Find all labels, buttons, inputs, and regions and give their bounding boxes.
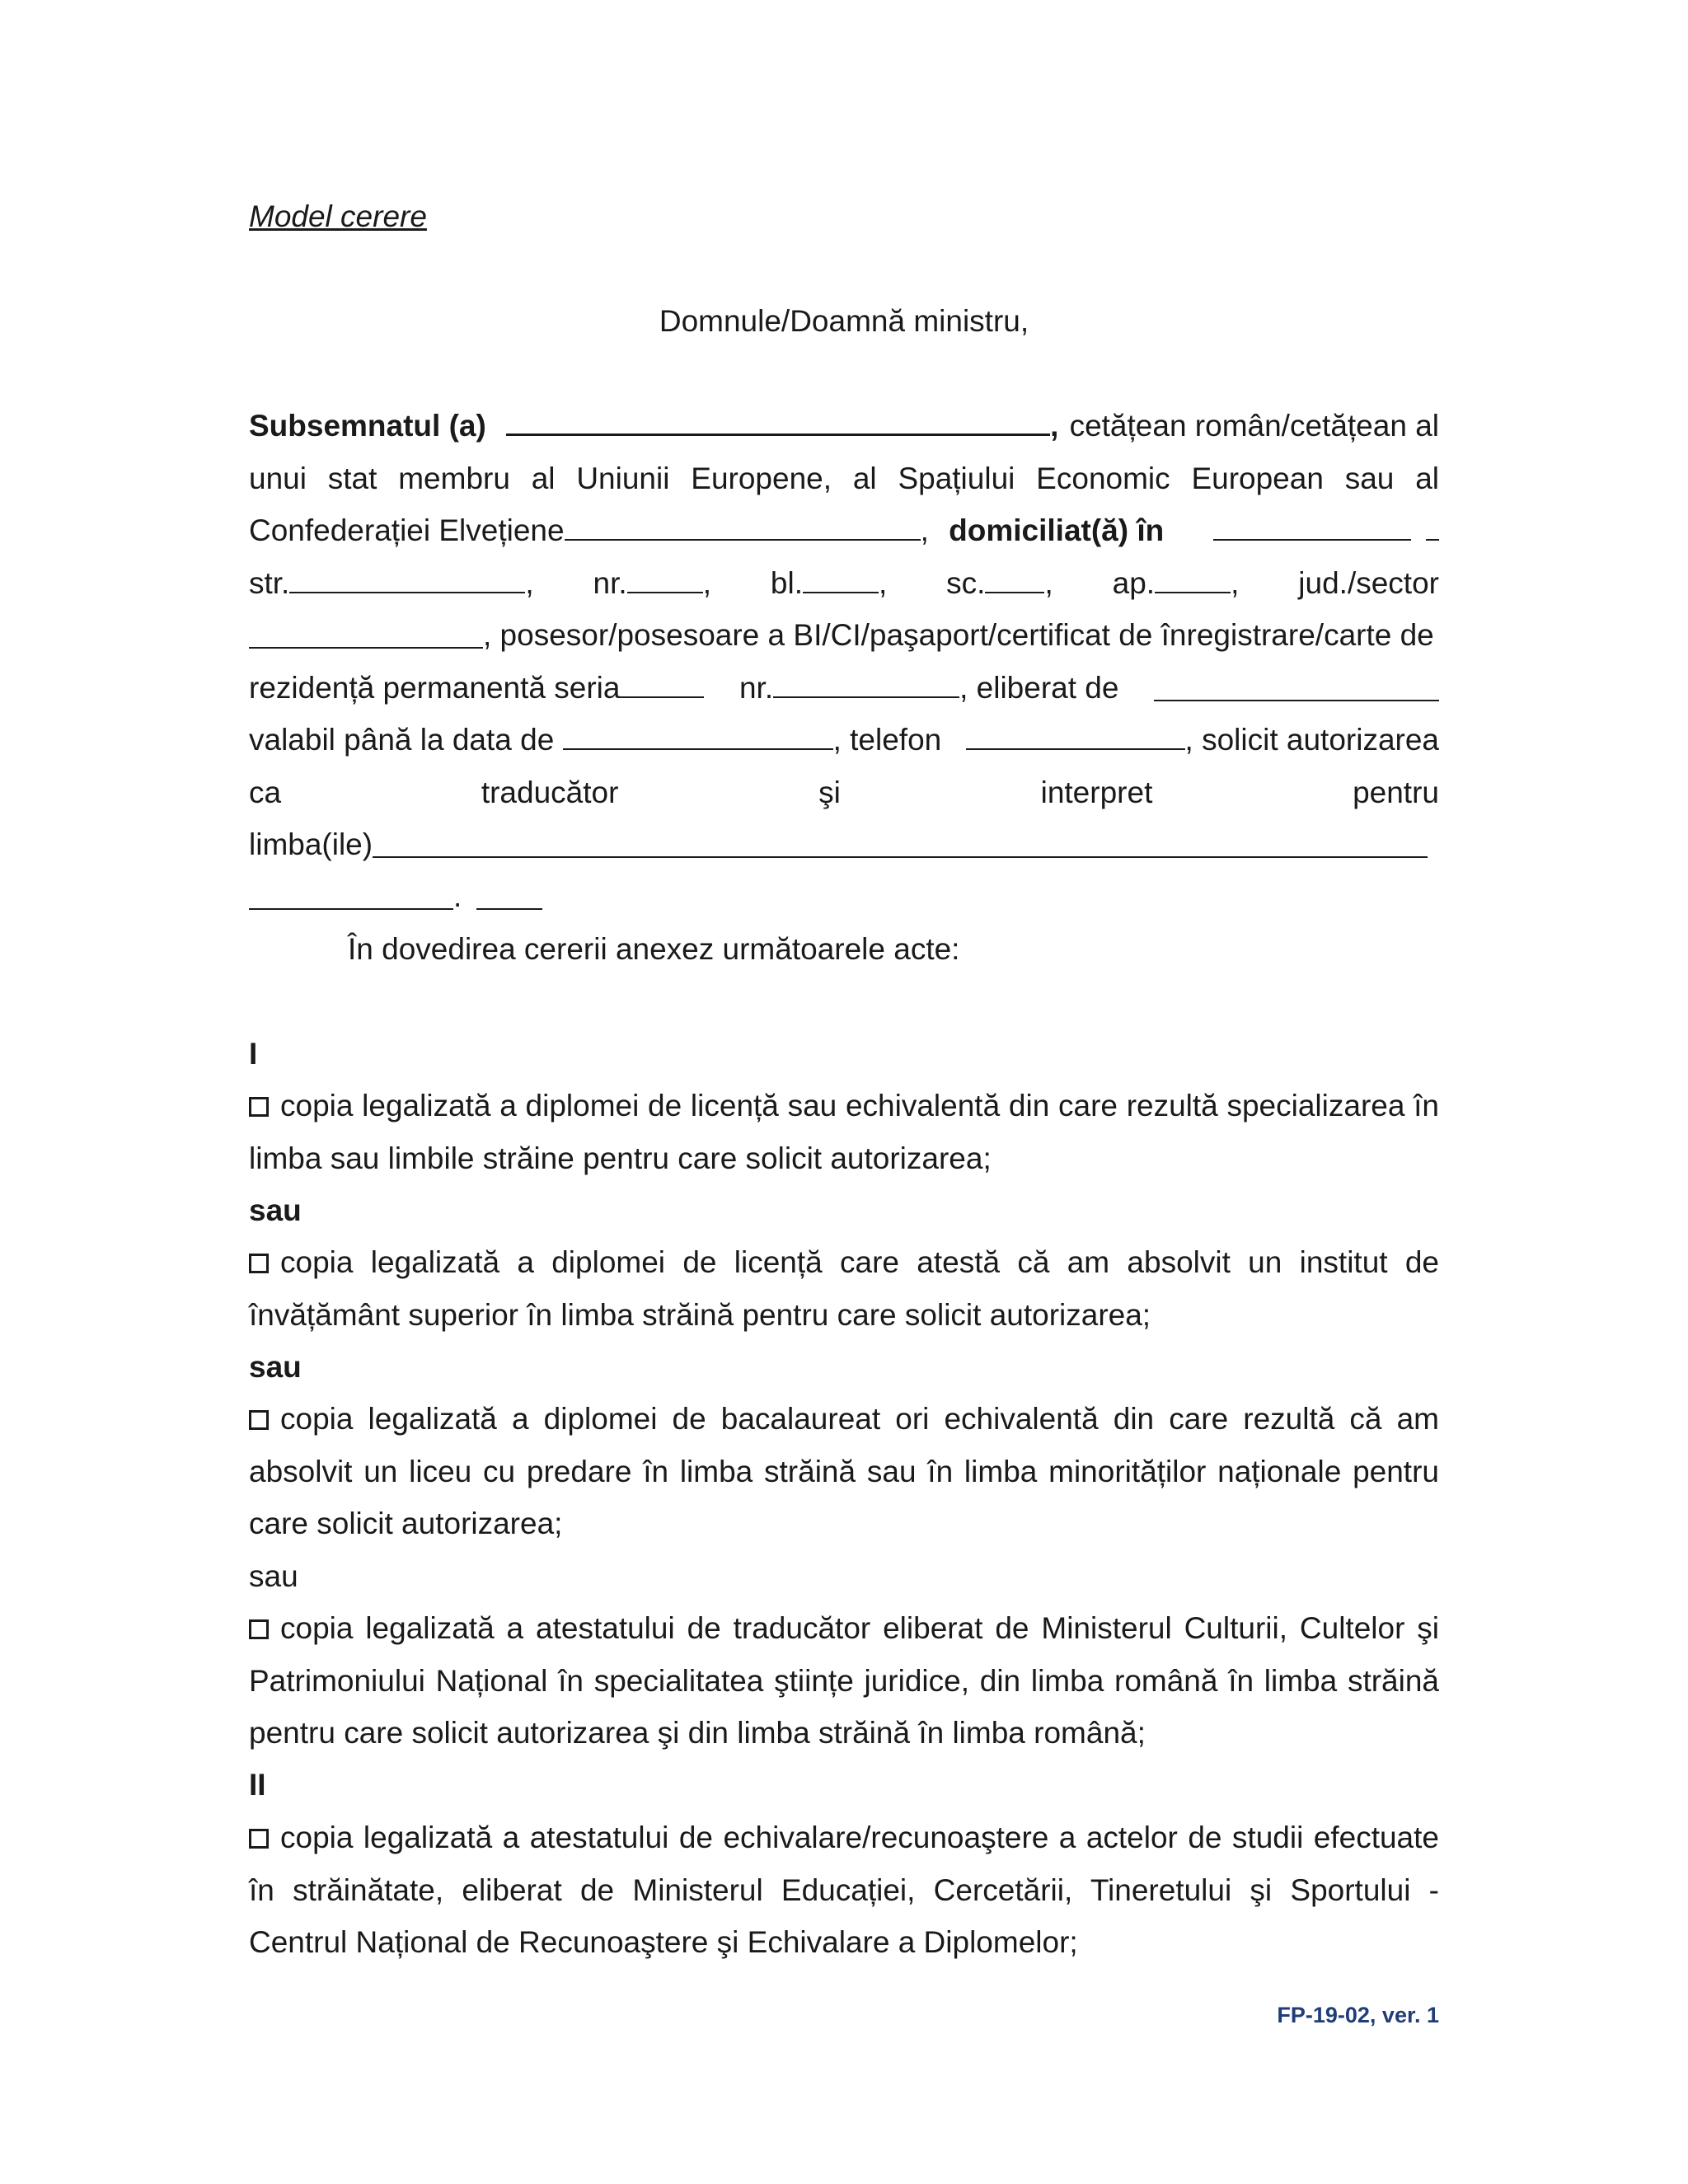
- issued-by-blank[interactable]: [1154, 675, 1439, 701]
- staircase-blank[interactable]: [985, 567, 1044, 593]
- form-line-6: rezidență permanentă seria nr. , eliberat de: [249, 662, 1439, 715]
- apartment-blank[interactable]: [1155, 567, 1231, 593]
- languages-blank[interactable]: [373, 832, 1428, 858]
- form-line-4: str. , nr. , bl. , sc. , ap. , jud./sector: [249, 566, 1439, 600]
- phone-blank[interactable]: [966, 724, 1185, 750]
- block-blank[interactable]: [803, 567, 879, 593]
- id-number-blank[interactable]: [773, 672, 959, 698]
- form-line-2: unui stat membru al Uniunii Europene, al Spațiului Economic European sau al: [249, 462, 1439, 495]
- form-line-9: limba(ile): [249, 818, 1439, 871]
- section-title-1: I: [249, 1037, 258, 1071]
- or-separator-2: sau: [249, 1350, 302, 1384]
- checkbox-diploma-institute[interactable]: [249, 1254, 269, 1273]
- languages-blank-continued[interactable]: [249, 883, 453, 910]
- list-item: copia legalizată a diplomei de licență sau echivalentă din care rezultă specializarea în limba sau limbile străine pentru care solicit autorizarea;: [249, 1089, 1439, 1175]
- sector-blank[interactable]: [249, 622, 483, 649]
- number-blank[interactable]: [627, 567, 703, 593]
- valid-until-blank[interactable]: [563, 724, 833, 750]
- or-separator-3: sau: [249, 1559, 298, 1593]
- name-blank[interactable]: [506, 409, 1050, 436]
- list-item: copia legalizată a atestatului de echivalare/recunoaştere a actelor de studii efectuate în străinătate, eliberat de Ministerul Educației, Cercetării, Tineretului şi Sportului - Centrul Național de Recunoaştere şi Echivalare a Diplomelor;: [249, 1821, 1439, 1959]
- list-item: copia legalizată a diplomei de bacalaureat ori echivalentă din care rezultă că am absolvit un liceu cu predare în limba străină sau în limba minorităților naționale pentru care solicit autorizarea;: [249, 1402, 1439, 1540]
- list-item: copia legalizată a atestatului de traducător eliberat de Ministerul Culturii, Cultelor şi Patrimoniului Național în specialitatea ştiințe juridice, din limba română în limba străină pentru care solicit autorizarea şi din limba străină în limba română;: [249, 1611, 1439, 1750]
- confederation-blank[interactable]: [565, 514, 921, 541]
- subsemnatul-label: Subsemnatul (a): [249, 409, 486, 443]
- form-code: FP-19-02, ver. 1: [1277, 2003, 1439, 2027]
- form-line-1: Subsemnatul (a) , cetățean român/cetățean al: [249, 400, 1439, 452]
- form-line-7: valabil până la data de , telefon , solicit autorizarea: [249, 723, 1439, 757]
- form-line-10: .: [249, 870, 1439, 923]
- domiciliat-label: domiciliat(ă) în: [949, 513, 1165, 547]
- checkbox-equivalence-certificate[interactable]: [249, 1829, 269, 1849]
- series-blank[interactable]: [620, 672, 704, 698]
- or-separator-1: sau: [249, 1193, 302, 1227]
- checkbox-translator-certificate[interactable]: [249, 1619, 269, 1639]
- checkbox-baccalaureate[interactable]: [249, 1410, 269, 1430]
- form-line-3: Confederației Elvețiene , domiciliat(ă) în: [249, 504, 1439, 557]
- domicile-blank[interactable]: [1213, 514, 1411, 541]
- citizenship-text: cetățean român/cetățean al: [1069, 409, 1439, 443]
- model-heading: Model cerere: [249, 199, 427, 233]
- form-line-5: , posesor/posesoare a BI/CI/paşaport/certificat de înregistrare/carte de: [249, 609, 1439, 662]
- section-title-2: II: [249, 1768, 266, 1802]
- annex-intro: În dovedirea cererii anexez următoarele acte:: [348, 932, 960, 966]
- street-blank[interactable]: [289, 567, 525, 593]
- document-page: [249, 0, 1439, 2184]
- salutation: Domnule/Doamnă ministru,: [659, 304, 1029, 338]
- list-item: copia legalizată a diplomei de licență care atestă că am absolvit un institut de învățământ superior în limba străină pentru care solicit autorizarea;: [249, 1245, 1439, 1332]
- form-line-8: ca traducător şi interpret pentru: [249, 776, 1439, 809]
- checkbox-diploma-license[interactable]: [249, 1097, 269, 1117]
